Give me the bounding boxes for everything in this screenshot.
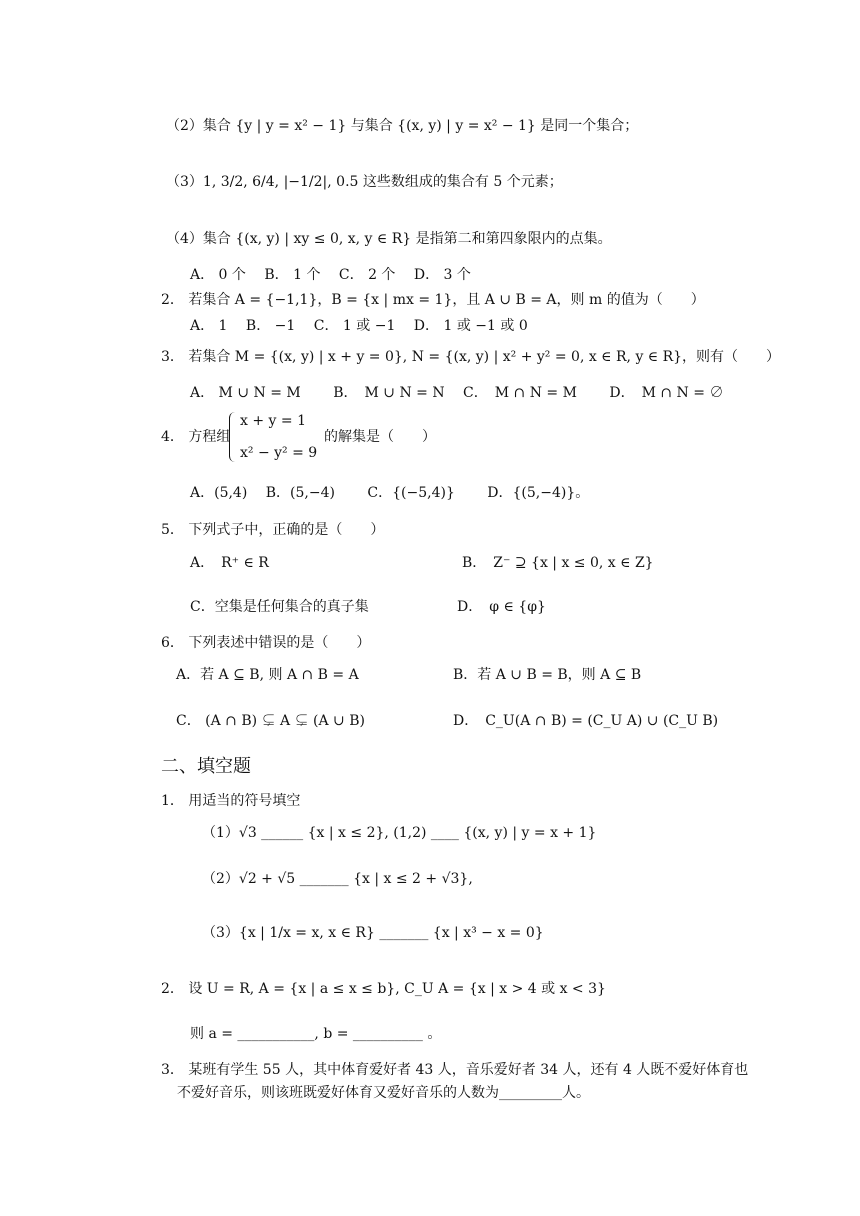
fill-q1-item-1: （1）√3 ______ {x | x ≤ 2}, (1,2) ____ {(x, y) | y = x + 1}: [202, 825, 597, 841]
fill-q2-stem: 2． 设 U = R, A = {x | a ≤ x ≤ b}, C_U A = {x | x > 4 或 x < 3}: [161, 981, 606, 997]
section-heading-fill-in: 二、填空题: [161, 756, 251, 777]
q1-item-4: （4）集合 {(x, y) | xy ≤ 0, x, y ∈ R} 是指第二和第四象限内的点集。: [166, 231, 612, 247]
q2-options: A． 1 B． −1 C． 1 或 −1 D． 1 或 −1 或 0: [190, 318, 528, 334]
q1-options: A． 0 个 B． 1 个 C． 2 个 D． 3 个: [190, 267, 471, 283]
fill-q3-line-2: 不爱好音乐，则该班既爱好体育又爱好音乐的人数为_________人。: [177, 1085, 590, 1101]
q5-option-d: D． φ ∈ {φ}: [457, 599, 546, 615]
fill-q1-item-2: （2）√2 + √5 _______ {x | x ≤ 2 + √3},: [202, 871, 473, 887]
q6-option-c: C． (A ∩ B) ⊊ A ⊊ (A ∪ B): [176, 713, 365, 729]
q4-eq2: x² − y² = 9: [240, 445, 318, 461]
fill-q2-answer: 则 a = ___________, b = __________ 。: [190, 1026, 442, 1042]
q3-stem: 3． 若集合 M = {(x, y) | x + y = 0}, N = {(x, y) | x² + y² = 0, x ∈ R, y ∈ R}，则有（ ）: [161, 349, 781, 365]
q6-option-b: B．若 A ∪ B = B，则 A ⊆ B: [453, 667, 642, 683]
q5-option-b: B． Z⁻ ⊇ {x | x ≤ 0, x ∈ Z}: [462, 555, 654, 571]
q4-eq1: x + y = 1: [240, 413, 306, 429]
q4-stem-prefix: 4． 方程组: [161, 429, 231, 445]
q6-option-d: D． C_U(A ∩ B) = (C_U A) ∪ (C_U B): [453, 713, 719, 729]
q4-brace: [229, 412, 238, 462]
q4-stem-suffix: 的解集是（ ）: [324, 429, 436, 445]
fill-q1-item-3: （3）{x | 1/x = x, x ∈ R} _______ {x | x³ − x = 0}: [202, 925, 544, 941]
q6-option-a: A．若 A ⊆ B, 则 A ∩ B = A: [176, 667, 359, 683]
q3-options: A． M ∪ N = M B． M ∪ N = N C． M ∩ N = M D． M ∩ N = ∅: [190, 385, 724, 401]
fill-q1-stem: 1． 用适当的符号填空: [161, 793, 301, 809]
fill-q3-line-1: 3． 某班有学生 55 人，其中体育爱好者 43 人，音乐爱好者 34 人，还有 4 人既不爱好体育也: [161, 1062, 749, 1078]
q1-item-3: （3）1, 3/2, 6/4, |−1/2|, 0.5 这些数组成的集合有 5 个元素；: [166, 174, 563, 190]
q6-stem: 6． 下列表述中错误的是（ ）: [161, 635, 371, 651]
q4-options: A．(5,4) B．(5,−4) C．{(−5,4)} D．{(5,−4)}。: [190, 485, 590, 501]
q5-option-a: A． R⁺ ∈ R: [190, 555, 269, 571]
q5-stem: 5． 下列式子中，正确的是（ ）: [161, 522, 385, 538]
q5-option-c: C．空集是任何集合的真子集: [190, 599, 369, 615]
q2-stem: 2． 若集合 A = {−1,1}，B = {x | mx = 1}，且 A ∪ B = A，则 m 的值为（ ）: [161, 292, 705, 308]
q1-item-2: （2）集合 {y | y = x² − 1} 与集合 {(x, y) | y = x² − 1} 是同一个集合；: [166, 118, 639, 134]
